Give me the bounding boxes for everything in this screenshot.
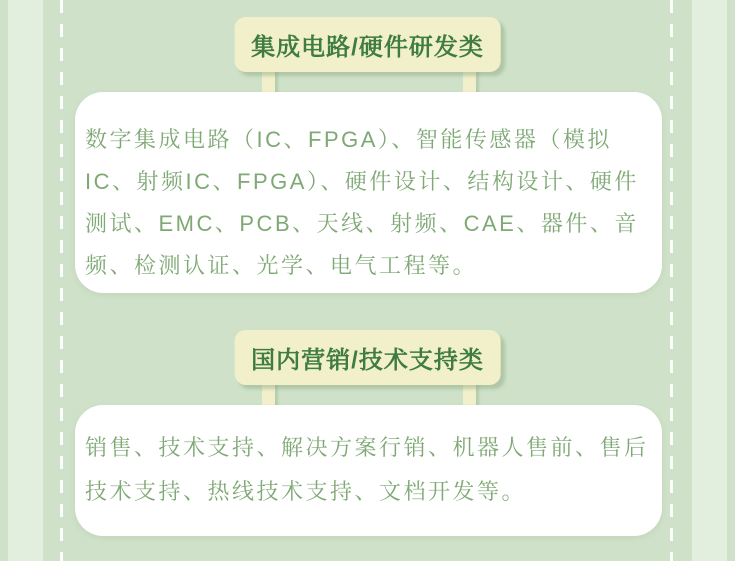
- right-dashed-line: [670, 0, 673, 561]
- section-badge-marketing-support: 国内营销/技术支持类: [234, 330, 501, 385]
- card-text-line: 频、检测认证、光学、电气工程等。: [85, 253, 478, 278]
- card-ic-hardware: [75, 92, 662, 293]
- section-badge-ic-hardware: 集成电路/硬件研发类: [234, 17, 501, 72]
- right-stripe-decoration: [692, 0, 727, 561]
- left-stripe-decoration: [8, 0, 43, 561]
- card-text-line: 数字集成电路（IC、FPGA）、智能传感器（模拟: [85, 127, 612, 152]
- left-dashed-line: [60, 0, 63, 561]
- card-text-line: IC、射频IC、FPGA）、硬件设计、结构设计、硬件: [85, 169, 639, 194]
- card-marketing-support: [75, 405, 662, 536]
- card-text-line: 测试、EMC、PCB、天线、射频、CAE、器件、音: [85, 211, 639, 236]
- card-text-line: 销售、技术支持、解决方案行销、机器人售前、售后: [85, 435, 649, 460]
- card-text-line: 技术支持、热线技术支持、文档开发等。: [85, 479, 527, 504]
